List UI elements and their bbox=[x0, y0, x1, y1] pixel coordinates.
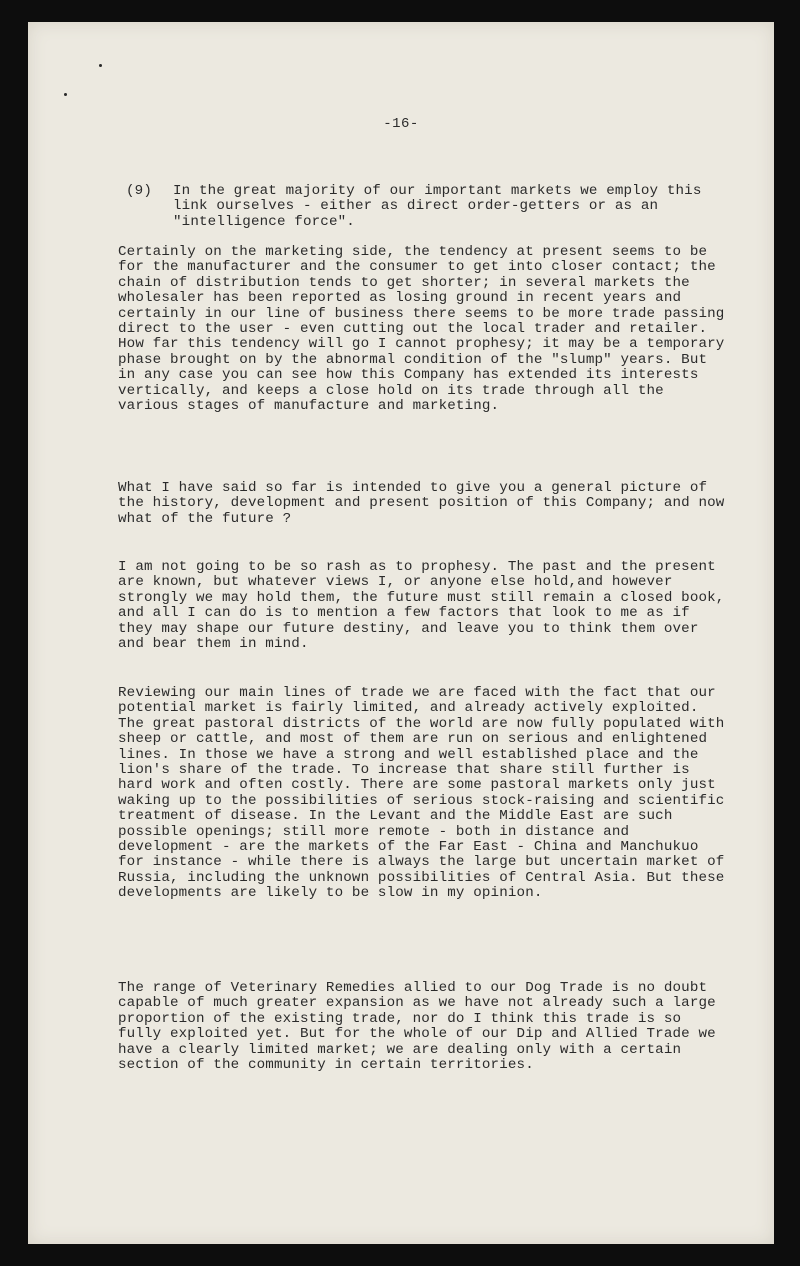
paragraph-veterinary: The range of Veterinary Remedies allied to our Dog Trade is no doubt capable of much greater expansion as we have not already such a large proportion of the existing trade, nor do I think this trade is so fully exploited yet. But for the whole of our Dip and Allied Trade we have a clearly limited market; we are dealing only with a certain section of the community in certain territories. bbox=[118, 980, 716, 1074]
item-text: In the great majority of our important markets we employ this link ourselves - either as direct order-getters or as an "intelligence force". bbox=[173, 183, 702, 230]
paragraph-prophesy: I am not going to be so rash as to prophesy. The past and the present are known, but whatever views I, or anyone else hold,and however strongly we may hold them, the future must still remain a closed book, and all I can do is to mention a few factors that look to me as if they may shape our future destiny, and leave you to think them over and bear them in mind. bbox=[118, 559, 725, 653]
paragraph-summary: What I have said so far is intended to give you a general picture of the history, development and present position of this Company; and now what of the future ? bbox=[118, 480, 725, 527]
document-page bbox=[28, 22, 774, 1244]
item-number: (9) bbox=[126, 183, 152, 199]
paragraph-trade-lines: Reviewing our main lines of trade we are faced with the fact that our potential market is fairly limited, and already actively exploited. The great pastoral districts of the world are now fully populated with sheep or cattle, and most of them are run on serious and enlightened lines. In those we have a strong and well established place and the lion's share of the trade. To increase that share still further is hard work and often costly. There are some pastoral markets only just waking up to the possibilities of serious stock-raising and scientific treatment of disease. In the Levant and the Middle East are such possible openings; still more remote - both in distance and development - are the markets of the Far East - China and Manchukuo for instance - while there is always the large but uncertain market of Russia, including the unknown possibilities of Central Asia. But these developments are likely to be slow in my opinion. bbox=[118, 685, 725, 902]
ink-speck bbox=[64, 93, 67, 96]
paragraph-marketing: Certainly on the marketing side, the tendency at present seems to be for the manufacturer and the consumer to get into closer contact; the chain of distribution tends to get shorter; in several markets the wholesaler has been reported as losing ground in recent years and certainly in our line of business there seems to be more trade passing direct to the user - even cutting out the local trader and retailer. How far this tendency will go I cannot prophesy; it may be a temporary phase brought on by the abnormal condition of the "slump" years. But in any case you can see how this Company has extended its interests vertically, and keeps a close hold on its trade through all the various stages of manufacture and marketing. bbox=[118, 244, 725, 415]
numbered-item bbox=[126, 184, 736, 230]
ink-speck bbox=[99, 64, 102, 67]
page-number: -16- bbox=[383, 116, 419, 132]
